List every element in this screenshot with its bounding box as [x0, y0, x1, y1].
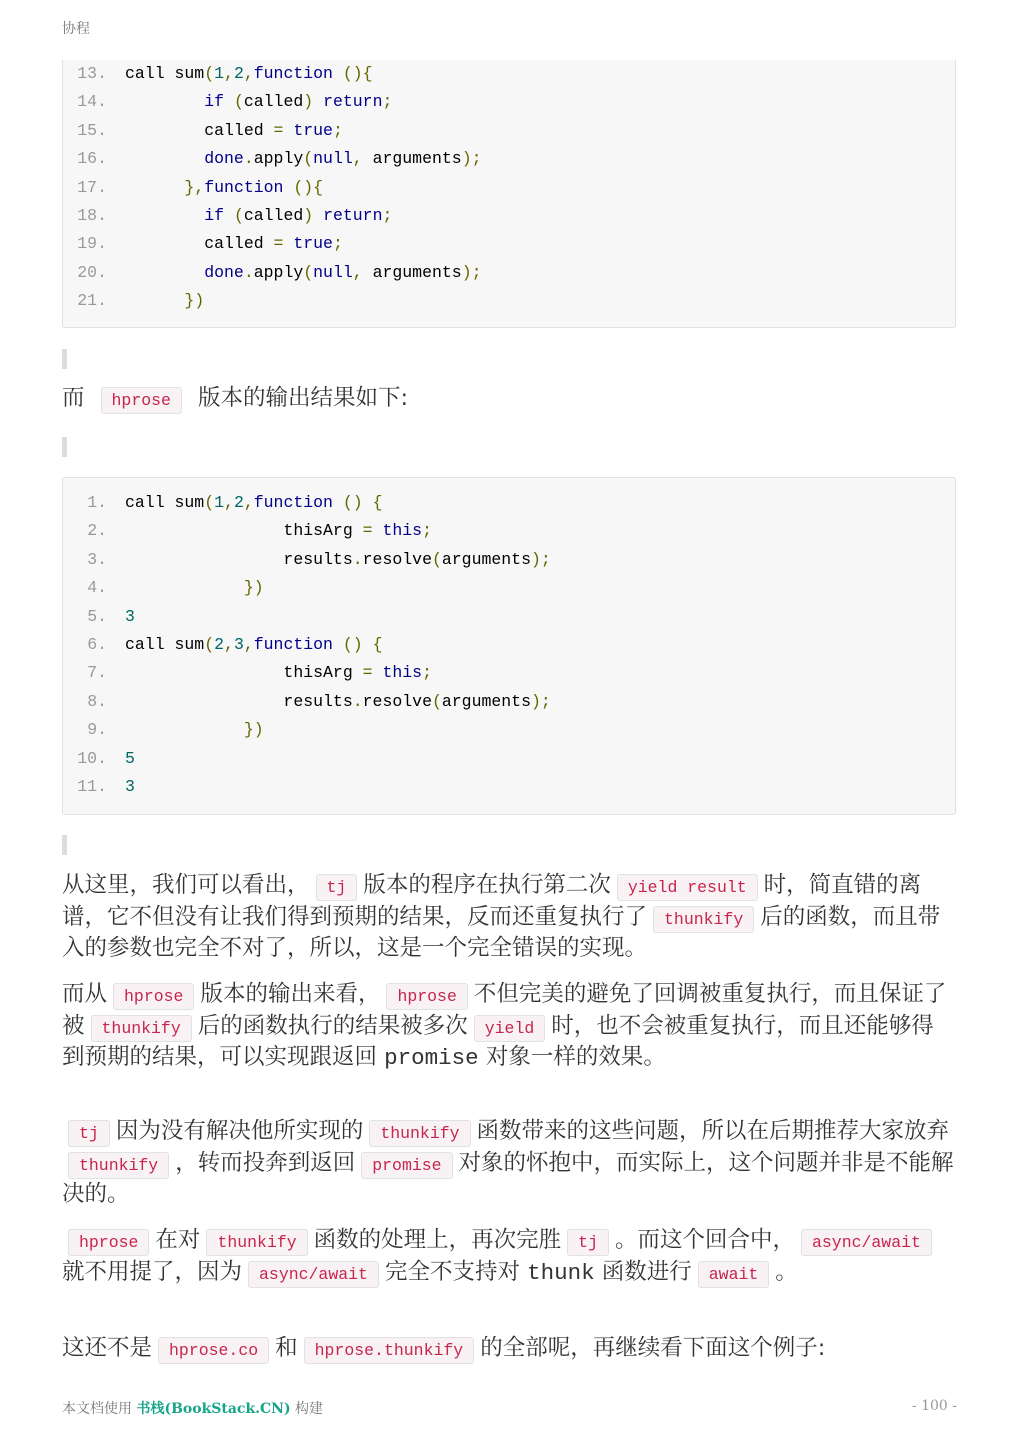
code-lines: [63, 489, 955, 801]
footer-suffix: 构建: [290, 1401, 324, 1417]
paragraph-text: 从这里，我们可以看出，: [62, 872, 310, 898]
inline-code: tj: [68, 1120, 110, 1147]
code-text: [125, 60, 373, 88]
code-line: [63, 574, 955, 602]
code-token: 3: [125, 606, 135, 626]
code-token: =: [273, 234, 284, 254]
code-token: called: [125, 234, 274, 254]
code-token: (){: [293, 177, 324, 197]
code-token: return: [323, 205, 383, 225]
code-text: [125, 145, 482, 173]
code-token: function: [253, 634, 333, 654]
code-token: 2: [233, 493, 244, 512]
code-token: thisArg: [125, 663, 363, 683]
paragraph-text: 时，简直错的离谱，它不但没有让我们得到预期的结果，反而还重复执行了: [62, 872, 922, 930]
code-token: (): [342, 493, 363, 512]
code-line: [63, 117, 955, 145]
code-token: [373, 521, 383, 540]
code-line: [63, 287, 955, 315]
code-token: 3: [233, 634, 244, 654]
code-token: thisArg: [125, 521, 363, 541]
code-token: (): [342, 634, 363, 654]
code-token: [125, 263, 204, 282]
code-token: [373, 663, 383, 682]
code-line: [63, 230, 955, 258]
code-token: (: [233, 205, 244, 225]
code-token: [283, 178, 293, 197]
code-text: [125, 574, 264, 602]
code-token: ;: [422, 663, 432, 683]
paragraph-3: [62, 1117, 956, 1210]
code-token: arguments: [441, 691, 531, 711]
code-text: [125, 745, 135, 773]
code-token: );: [531, 691, 551, 711]
code-line: [63, 631, 955, 659]
code-token: done: [204, 262, 244, 282]
code-text: [125, 230, 343, 258]
code-token: ;: [422, 521, 432, 541]
code-token: done: [204, 149, 244, 169]
code-token: ;: [332, 234, 343, 254]
intro-text-before: 而: [62, 385, 85, 411]
code-token: call sum: [125, 634, 205, 654]
code-text: [125, 603, 135, 631]
code-line: [63, 546, 955, 574]
code-token: [363, 635, 373, 654]
code-token: 1: [214, 493, 225, 512]
line-number: 21.: [77, 291, 107, 311]
code-token: [125, 578, 244, 597]
paragraph-text: 因为没有解决他所实现的: [115, 1118, 364, 1144]
code-token: resolve: [362, 691, 432, 711]
line-number: 18.: [77, 205, 107, 225]
code-token: function: [253, 493, 333, 512]
code-token: (){: [342, 64, 373, 83]
page-number: - 100 -: [911, 1398, 957, 1414]
code-line: [63, 202, 955, 230]
code-line: [63, 489, 955, 517]
paragraph-1: [62, 871, 956, 964]
code-token: ,: [224, 634, 234, 654]
inline-code: thunkify: [68, 1152, 169, 1179]
paragraph-text: 版本的输出来看，: [200, 981, 381, 1007]
code-line: [63, 745, 955, 773]
page-header-title: 协程: [62, 21, 90, 37]
line-number: 2.: [87, 521, 107, 541]
paragraph-text: 函数带来的这些问题，所以在后期推荐大家放弃: [476, 1118, 950, 1144]
code-line: [63, 603, 955, 631]
code-token: ,: [243, 493, 254, 512]
code-token: =: [362, 521, 373, 541]
code-token: ,: [352, 149, 363, 169]
code-token: true: [293, 120, 333, 140]
code-text: [125, 546, 551, 574]
code-line: [63, 174, 955, 202]
intro-line: [62, 384, 956, 416]
paragraph-text: 对象一样的效果。: [478, 1044, 666, 1070]
code-token: ): [303, 205, 314, 225]
code-line: [63, 688, 955, 716]
line-number: 5.: [87, 606, 107, 626]
code-token: (: [204, 634, 215, 654]
code-block-first: [62, 60, 956, 328]
code-token: [313, 92, 323, 111]
line-number: 14.: [77, 92, 107, 112]
code-token: [333, 64, 343, 83]
code-line: [63, 88, 955, 116]
line-number: 11.: [77, 776, 107, 796]
paragraph-text: 不但完美的避免了回调被重复执行，而且保证了被: [62, 981, 947, 1039]
code-token: (: [204, 64, 215, 83]
code-line: [63, 659, 955, 687]
code-text: [125, 489, 383, 517]
inline-code: tj: [567, 1229, 609, 1256]
code-token: [125, 178, 184, 197]
inline-code: hprose: [101, 387, 182, 414]
code-token: =: [273, 120, 284, 140]
paragraph-text: 函数的处理上，再次完胜: [313, 1227, 562, 1253]
line-number: 8.: [87, 691, 107, 711]
code-token: );: [461, 262, 482, 282]
code-token: arguments: [362, 262, 462, 282]
paragraph-5: [62, 1334, 956, 1366]
inline-code: thunkify: [653, 906, 754, 933]
code-line: [63, 259, 955, 287]
code-token: }): [243, 720, 264, 740]
code-token: {: [372, 634, 383, 654]
code-token: apply: [253, 262, 304, 282]
code-token: called: [243, 205, 304, 225]
code-token: if: [204, 205, 225, 225]
line-number: 17.: [77, 177, 107, 197]
code-token: .: [352, 549, 363, 569]
inline-code: hprose: [386, 983, 467, 1010]
code-token: .: [243, 149, 254, 169]
inline-code: async/await: [801, 1229, 932, 1256]
paragraph-text: 而从: [62, 981, 108, 1007]
code-token: [125, 149, 204, 168]
paragraph-text: ，转而投奔到返回: [175, 1149, 356, 1176]
paragraph-text: 后的函数，而且带入的参数也完全不对了，所以，这是一个完全错误的实现。: [62, 903, 941, 961]
code-token: (: [431, 691, 442, 711]
code-token: .: [243, 262, 254, 282]
code-token: results: [125, 691, 353, 711]
line-number: 20.: [77, 262, 107, 282]
code-token: [283, 234, 293, 253]
inline-code: tj: [316, 874, 358, 901]
code-token: ,: [243, 634, 254, 654]
code-line: [63, 145, 955, 173]
code-token: ;: [382, 205, 393, 225]
code-token: .: [352, 691, 363, 711]
inline-code: thunkify: [91, 1015, 192, 1042]
inline-code: await: [698, 1261, 770, 1288]
code-token: =: [362, 663, 373, 683]
code-token: (: [303, 262, 314, 282]
line-number: 16.: [77, 149, 107, 169]
paragraph-text: 完全不支持对: [384, 1258, 528, 1285]
code-token: called: [125, 120, 274, 140]
code-line: [63, 773, 955, 801]
code-token: arguments: [441, 549, 531, 569]
line-number: 10.: [77, 748, 107, 768]
code-token: 5: [125, 748, 135, 768]
inline-code: hprose: [68, 1229, 149, 1256]
code-token: [313, 206, 323, 225]
code-token: },: [184, 177, 205, 197]
inline-code: yield result: [617, 874, 758, 901]
line-number: 13.: [77, 64, 107, 83]
code-token: return: [323, 92, 383, 112]
code-text: [125, 202, 392, 230]
code-token: arguments: [362, 149, 462, 169]
code-token: this: [382, 663, 423, 683]
code-token: (: [303, 149, 314, 169]
intro-text-after: 版本的输出结果如下:: [197, 385, 409, 411]
line-number: 3.: [87, 549, 107, 569]
paragraph-text: 这还不是: [62, 1335, 153, 1361]
code-token: function: [253, 64, 333, 83]
inline-code: hprose.thunkify: [304, 1337, 475, 1364]
code-token: 2: [214, 634, 225, 654]
code-token: ;: [382, 92, 393, 112]
code-block-second: [62, 477, 956, 815]
code-token: }): [184, 291, 205, 311]
blockquote-bar: [62, 437, 67, 457]
line-number: 9.: [87, 720, 107, 740]
code-token: called: [243, 92, 304, 112]
code-token: [333, 635, 343, 654]
paragraph-text: 就不用提了，因为: [62, 1258, 243, 1285]
footer-prefix: 本文档使用: [62, 1401, 137, 1417]
line-number: 4.: [87, 578, 107, 598]
code-token: function: [204, 177, 284, 197]
inline-code: async/await: [248, 1261, 379, 1288]
code-token: [224, 92, 234, 111]
code-text: [125, 659, 432, 687]
blockquote-bar: [62, 349, 67, 369]
line-number: 15.: [77, 120, 107, 140]
code-text: [125, 517, 432, 545]
paragraph-text: 版本的程序在执行第二次: [363, 872, 611, 898]
code-text: [125, 259, 482, 287]
inline-code: promise: [361, 1152, 452, 1179]
code-line: [63, 60, 955, 88]
code-text: [125, 716, 264, 744]
code-token: );: [531, 549, 551, 569]
paragraph-text: 的全部呢，再继续看下面这个例子:: [480, 1335, 826, 1361]
code-lines: [63, 60, 955, 316]
footer-brand-link[interactable]: 书栈(BookStack.CN): [136, 1401, 291, 1417]
code-token: true: [293, 234, 333, 254]
code-token: (: [204, 493, 215, 512]
code-token: call sum: [125, 493, 205, 512]
code-text: [125, 287, 204, 315]
inline-code: hprose: [113, 983, 194, 1010]
code-line: [63, 716, 955, 744]
code-token: [283, 121, 293, 140]
paragraph-text: 时，也不会被重复执行，而且还能够得到预期的结果，可以实现跟返回: [62, 1012, 934, 1070]
paragraph-text: 在对: [155, 1227, 201, 1253]
code-token: 3: [125, 776, 135, 796]
code-token: (: [431, 549, 442, 569]
code-token: [125, 291, 184, 310]
code-text: [125, 174, 323, 202]
code-token: ,: [352, 262, 363, 282]
code-text: [125, 631, 383, 659]
paragraph-text: 后的函数执行的结果被多次: [197, 1012, 468, 1039]
code-text: [125, 117, 343, 145]
inline-code: yield: [474, 1015, 546, 1042]
code-line: [63, 517, 955, 545]
code-token: this: [382, 521, 423, 541]
paragraph-text: 对象的怀抱中，而实际上，这个问题并非是不能解决的。: [62, 1149, 954, 1207]
paragraph-text: 函数进行: [594, 1258, 692, 1285]
code-token: ,: [224, 493, 234, 512]
line-number: 19.: [77, 234, 107, 254]
code-token: [125, 92, 204, 111]
code-token: (: [233, 92, 244, 112]
code-token: call sum: [125, 64, 205, 83]
paragraph-text: 和: [275, 1335, 298, 1361]
code-token: if: [204, 92, 225, 112]
paragraph-2: [62, 980, 956, 1074]
code-token: }): [243, 578, 264, 598]
code-text: [125, 688, 551, 716]
mono-text: promise: [384, 1045, 479, 1071]
code-token: [125, 720, 244, 739]
code-token: null: [313, 149, 353, 169]
paragraph-4: [62, 1226, 956, 1289]
code-text: [125, 773, 135, 801]
footer-credit: [62, 1398, 323, 1418]
paragraph-text: 。而这个回合中，: [614, 1227, 795, 1253]
inline-code: thunkify: [206, 1229, 307, 1256]
code-token: results: [125, 549, 353, 569]
code-token: [333, 493, 343, 512]
line-number: 6.: [87, 634, 107, 654]
code-token: [125, 206, 204, 225]
line-number: 7.: [87, 663, 107, 683]
code-token: );: [461, 149, 482, 169]
inline-code: thunkify: [369, 1120, 470, 1147]
code-token: ,: [224, 64, 234, 83]
code-token: ;: [332, 120, 343, 140]
code-token: 1: [214, 64, 225, 83]
paragraph-text: 。: [775, 1258, 798, 1285]
code-token: null: [313, 262, 353, 282]
mono-text: thunk: [527, 1259, 595, 1286]
blockquote-bar: [62, 835, 67, 855]
code-token: ): [303, 92, 314, 112]
code-token: resolve: [362, 549, 432, 569]
code-token: ,: [243, 64, 254, 83]
code-token: apply: [253, 149, 304, 169]
code-text: [125, 88, 392, 116]
code-token: 2: [233, 64, 244, 83]
line-number: 1.: [87, 493, 107, 512]
code-token: {: [372, 493, 383, 512]
code-token: [363, 493, 373, 512]
inline-code: hprose.co: [158, 1337, 269, 1364]
code-token: [224, 206, 234, 225]
